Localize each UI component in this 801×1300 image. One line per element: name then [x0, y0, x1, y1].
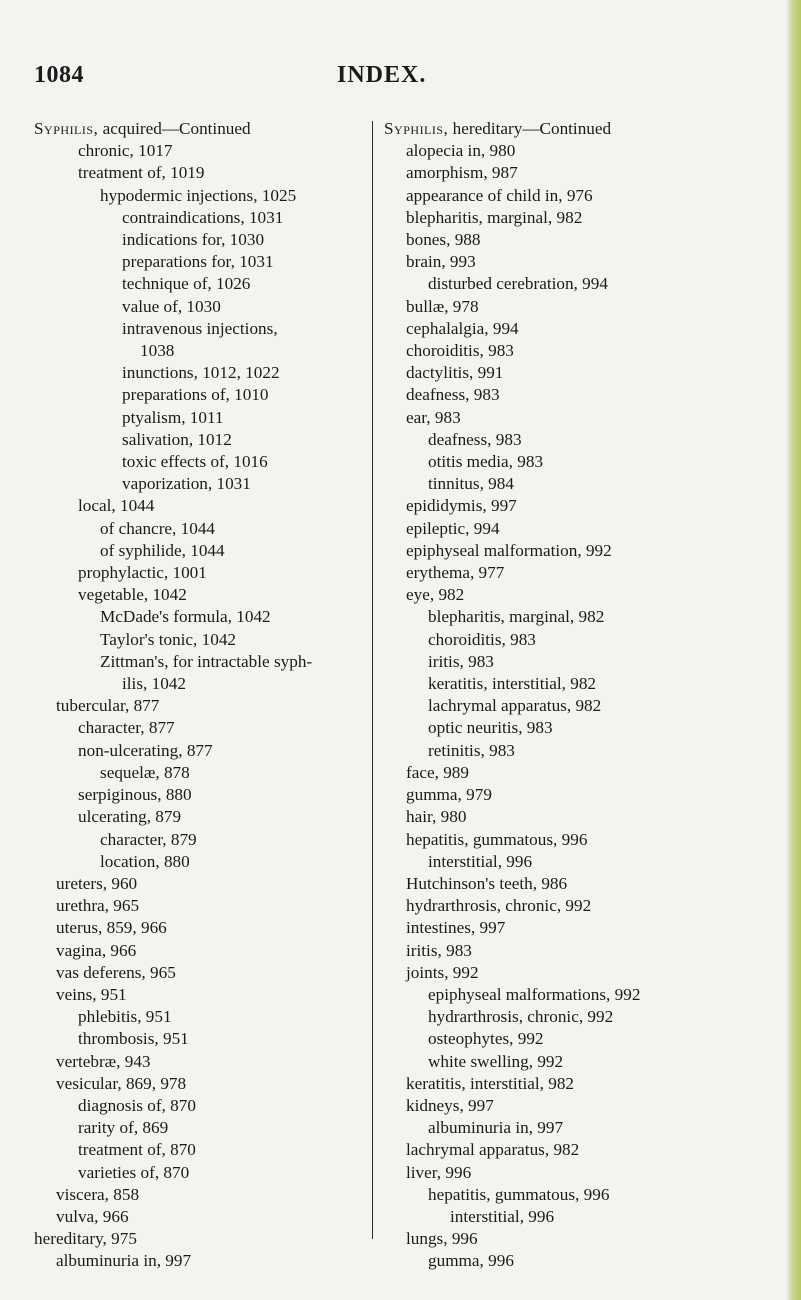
index-entry: face, 989: [406, 762, 469, 782]
index-entry: of chancre, 1044: [100, 518, 216, 538]
index-entry: ulcerating, 879: [78, 807, 182, 827]
index-entry: choroiditis, 983: [406, 341, 514, 361]
index-entry: amorphism, 987: [406, 163, 518, 183]
index-entry: chronic, 1017: [78, 141, 173, 161]
index-entry: lachrymal apparatus, 982: [428, 696, 602, 716]
index-entry: keratitis, interstitial, 982: [406, 1073, 575, 1093]
index-entry: McDade's formula, 1042: [100, 607, 271, 627]
index-entry: technique of, 1026: [122, 274, 251, 294]
index-entry: vagina, 966: [56, 940, 137, 960]
index-entry: toxic effects of, 1016: [122, 452, 268, 472]
index-entry: tubercular, 877: [56, 696, 160, 716]
index-entry: optic neuritis, 983: [428, 718, 553, 738]
running-head: INDEX.: [337, 62, 427, 88]
index-entry: inunctions, 1012, 1022: [122, 363, 280, 383]
index-entry: epiphyseal malformation, 992: [406, 540, 612, 560]
index-entry: vesicular, 869, 978: [56, 1073, 187, 1093]
index-entry: choroiditis, 983: [428, 629, 536, 649]
index-entry: vegetable, 1042: [78, 585, 187, 605]
index-entry: joints, 992: [406, 962, 479, 982]
index-entry: deafness, 983: [428, 429, 522, 449]
index-entry: varieties of, 870: [78, 1162, 190, 1182]
index-entry: gumma, 979: [406, 785, 492, 805]
entry-list: [34, 140, 364, 1272]
index-entry: Taylor's tonic, 1042: [100, 629, 237, 649]
page-number: 1084: [34, 62, 84, 88]
heading-continued: hereditary—Continued: [448, 119, 612, 138]
heading-term: Syphilis,: [34, 119, 99, 138]
index-entry: keratitis, interstitial, 982: [428, 674, 597, 694]
index-entry: dactylitis, 991: [406, 363, 504, 383]
index-entry: deafness, 983: [406, 385, 500, 405]
index-entry: albuminuria in, 997: [428, 1118, 564, 1138]
index-entry: ureters, 960: [56, 873, 138, 893]
index-entry: value of, 1030: [122, 296, 221, 316]
index-entry: cephalalgia, 994: [406, 318, 519, 338]
heading-continued: acquired—Continued: [98, 119, 251, 138]
index-entry: tinnitus, 984: [428, 474, 514, 494]
index-entry: vertebræ, 943: [56, 1051, 151, 1071]
index-entry: iritis, 983: [428, 651, 494, 671]
index-entry: location, 880: [100, 851, 190, 871]
index-entry: preparations for, 1031: [122, 252, 274, 272]
index-entry: appearance of child in, 976: [406, 185, 593, 205]
index-entry: epiphyseal malformations, 992: [428, 984, 641, 1004]
index-entry: character, 877: [78, 718, 175, 738]
index-entry: thrombosis, 951: [78, 1029, 189, 1049]
index-entry: Zittman's, for intractable syph-: [100, 651, 313, 671]
index-entry: lachrymal apparatus, 982: [406, 1140, 580, 1160]
index-entry: brain, 993: [406, 252, 476, 272]
index-entry: liver, 996: [406, 1162, 472, 1182]
index-entry: contraindications, 1031: [122, 207, 284, 227]
column-rule: [372, 121, 373, 1239]
index-entry: preparations of, 1010: [122, 385, 269, 405]
index-entry: bullæ, 978: [406, 296, 479, 316]
index-entry: indications for, 1030: [122, 230, 265, 250]
index-entry: ilis, 1042: [122, 674, 186, 694]
index-column-right: [384, 118, 789, 1273]
index-entry: Hutchinson's teeth, 986: [406, 873, 568, 893]
index-entry: disturbed cerebration, 994: [428, 274, 608, 294]
index-entry: interstitial, 996: [450, 1206, 555, 1226]
column-heading: [34, 118, 364, 140]
index-entry: 1038: [140, 341, 175, 361]
index-entry: salivation, 1012: [122, 429, 232, 449]
index-entry: otitis media, 983: [428, 452, 544, 472]
page-edge: [787, 0, 801, 1300]
index-entry: uterus, 859, 966: [56, 918, 167, 938]
index-entry: viscera, 858: [56, 1184, 140, 1204]
index-entry: intravenous injections,: [122, 318, 278, 338]
index-entry: iritis, 983: [406, 940, 472, 960]
index-entry: vas deferens, 965: [56, 962, 176, 982]
index-entry: rarity of, 869: [78, 1118, 169, 1138]
entry-list: [384, 140, 789, 1272]
index-entry: epididymis, 997: [406, 496, 517, 516]
index-entry: hypodermic injections, 1025: [100, 185, 297, 205]
index-entry: ptyalism, 1011: [122, 407, 224, 427]
index-entry: epileptic, 994: [406, 518, 500, 538]
index-entry: phlebitis, 951: [78, 1007, 172, 1027]
index-entry: white swelling, 992: [428, 1051, 564, 1071]
index-entry: lungs, 996: [406, 1229, 478, 1249]
index-entry: non-ulcerating, 877: [78, 740, 213, 760]
index-entry: kidneys, 997: [406, 1095, 494, 1115]
index-entry: osteophytes, 992: [428, 1029, 544, 1049]
index-entry: hepatitis, gummatous, 996: [428, 1184, 610, 1204]
index-entry: diagnosis of, 870: [78, 1095, 196, 1115]
index-entry: erythema, 977: [406, 563, 505, 583]
index-entry: gumma, 996: [428, 1251, 514, 1271]
index-entry: alopecia in, 980: [406, 141, 516, 161]
index-entry: intestines, 997: [406, 918, 506, 938]
index-entry: of syphilide, 1044: [100, 540, 225, 560]
index-entry: blepharitis, marginal, 982: [406, 207, 583, 227]
index-entry: treatment of, 870: [78, 1140, 196, 1160]
index-entry: vaporization, 1031: [122, 474, 251, 494]
index-entry: interstitial, 996: [428, 851, 533, 871]
index-entry: character, 879: [100, 829, 197, 849]
index-entry: sequelæ, 878: [100, 762, 190, 782]
index-entry: hair, 980: [406, 807, 467, 827]
index-entry: bones, 988: [406, 230, 481, 250]
index-entry: veins, 951: [56, 984, 127, 1004]
index-entry: blepharitis, marginal, 982: [428, 607, 605, 627]
index-entry: local, 1044: [78, 496, 155, 516]
heading-term: Syphilis,: [384, 119, 449, 138]
index-entry: serpiginous, 880: [78, 785, 192, 805]
index-entry: prophylactic, 1001: [78, 563, 207, 583]
column-heading: [384, 118, 789, 140]
index-entry: albuminuria in, 997: [56, 1251, 192, 1271]
index-entry: treatment of, 1019: [78, 163, 205, 183]
index-entry: ear, 983: [406, 407, 461, 427]
index-entry: hepatitis, gummatous, 996: [406, 829, 588, 849]
index-entry: urethra, 965: [56, 896, 140, 916]
index-column-left: [34, 118, 364, 1273]
index-entry: hydrarthrosis, chronic, 992: [428, 1007, 614, 1027]
index-entry: eye, 982: [406, 585, 465, 605]
index-entry: hereditary, 975: [34, 1229, 137, 1249]
index-entry: retinitis, 983: [428, 740, 515, 760]
index-entry: hydrarthrosis, chronic, 992: [406, 896, 592, 916]
index-entry: vulva, 966: [56, 1206, 129, 1226]
